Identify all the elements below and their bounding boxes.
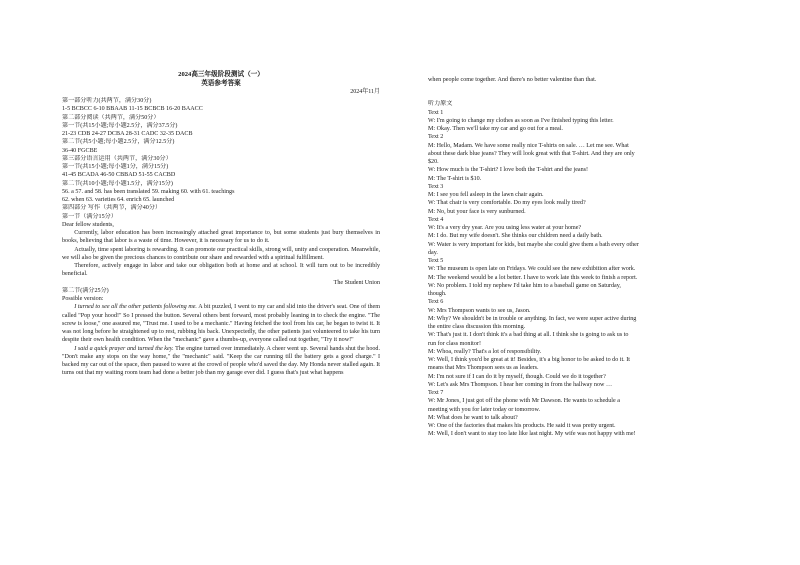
script-line: Text 1 [428, 109, 444, 116]
script-line: W: One of the factories that makes his products. He said it was pretty urgent. [428, 423, 616, 429]
script-line: M: I see you fell asleep in the lawn chair again. [428, 192, 544, 198]
document-subtitle: 英语参考答案 [201, 80, 241, 87]
script-line: M: No, but your face is very sunburned. [428, 208, 526, 215]
essay-signature: The Student Union [333, 279, 380, 286]
listening-script [428, 109, 748, 439]
script-line: about these dark blue jeans? They will look great with that T-shirt. And they are only [428, 150, 635, 157]
script-line: W: That chair is very comfortable. Do my eyes look really tired? [428, 200, 586, 207]
answer-line: 56. a 57. and 58. has been translated 59. making 60. with 61. teachings [62, 188, 235, 195]
script-line: M: Why? We shouldn't be in trouble or anything. In fact, we were super active during [428, 315, 637, 322]
script-line: W: Water is very important for kids, but maybe she could give them a bath every other [428, 241, 639, 248]
story-paragraph [62, 345, 380, 378]
script-line: Text 5 [428, 258, 444, 264]
essay-paragraph: Therefore, actively engage in labor and take our obligation both at home and at school. It will turn out to be incredibly beneficial. [62, 263, 380, 278]
story-text: The engine turned over immediately. A cheer went up. Several hands shut the hood. "Don't make any stops on the way home," the "mechanic" said. "Keep the car running till the battery gets a good charge." I backed my car out of the space, then paused to wave at the crowd of people who'd saved the day. My Honda never stalled again. It turns out that my waiting room team had done a better job than my garage ever did. I guess that's just what happens [62, 345, 380, 377]
script-line: W: How much is the T-shirt? I love both the T-shirt and the jeans! [428, 167, 589, 174]
script-line: W: Well, I think you'd be great at it! Besides, it's a big honor to be asked to do it. It [428, 357, 630, 363]
left-column [62, 70, 380, 378]
script-line: W: No problem. I told my nephew I'd take him to a baseball game on Saturday, [428, 282, 621, 289]
script-line: W: Mrs Thompson wants to see us, Jason. [428, 307, 531, 314]
answer-line: 第二节(共10小题;每小题1.5分，满分15分) [62, 180, 173, 187]
script-line: the entire class discussion this morning. [428, 324, 526, 330]
section-heading: 第二节(满分25分) [62, 287, 109, 294]
story-opening-sentence: I said a quick prayer and turned the key. [74, 345, 174, 352]
document-title: 2024高三年级阶段测试（一） [178, 71, 264, 78]
story-opening-sentence: I turned to see all the other patients following me. [74, 304, 197, 311]
script-line: Text 7 [428, 390, 444, 396]
answer-line: 41-45 BCADA 46-50 CBBAD 51-55 CACBD [62, 172, 176, 179]
answer-line: 36-40 FGCBE [62, 147, 98, 154]
story-text: A bit puzzled, I went to my car and slid into the driver's seat. One of them called "Pop your hood!" So I pressed the button. Several others bent forward, most probably leaning in to check the engine. "The screw is loose," one assured me, "Trust me. I used to be a mechanic." Having fetched the tool from his car, he began to twist it. It was not long before he straightened up to rest, rubbing his back. Unexpectedly, the other patients just volunteered to take his turn despite their own health condition. When the "mechanic" gave a thumbs-up, everyone called out together, "Try it now!" [62, 304, 380, 344]
script-line: Text 3 [428, 183, 444, 190]
script-line: W: Mr Jones, I just got off the phone with Mr Dawson. He wants to schedule a [428, 398, 620, 405]
answer-line: 第三部分语言运用（共两节，满分30分） [62, 155, 172, 162]
script-line: M: Whoa, really? That's a lot of responsibility. [428, 348, 542, 355]
script-line: M: Well, I don't want to stay too late like last night. My wife was not happy with me! [428, 431, 636, 438]
answer-key [62, 97, 380, 229]
script-line: W: It's a very dry year. Are you using less water at your home? [428, 225, 582, 231]
answer-line: Dear fellow students, [62, 221, 114, 228]
script-line: M: Hello, Madam. We have some really nice T-shirts on sale. … Let me see. What [428, 142, 629, 149]
script-line: W: I'm going to change my clothes as soon as I've finished typing this letter. [428, 117, 614, 124]
script-line: meeting with you for later today or tomorrow. [428, 406, 540, 413]
script-line: M: What does he want to talk about? [428, 414, 518, 421]
script-line: Text 2 [428, 134, 444, 141]
answer-line: 21-23 CDB 24-27 DCBA 28-31 CADC 32-35 DACB [62, 131, 193, 137]
script-line: M: The weekend would be a lot better. I have to work late this week to finish a report. [428, 274, 638, 281]
script-line: M: I'm not sure if I can do it by myself, though. Could we do it together? [428, 373, 606, 380]
script-line: W: The museum is open late on Fridays. We could see the new exhibition after work. [428, 266, 636, 273]
answer-line: 第一节（满分15分） [62, 213, 117, 220]
essay-paragraph: Currently, labor education has been increasingly attached great importance to, but some students just bury themselves in books, believing that labor is a waste of time. However, it is necessary for us to do it. [62, 230, 380, 245]
answer-line: 第四部分 写作（共两节，满分40分） [62, 205, 162, 212]
listening-script-heading: 听力原文 [428, 101, 453, 108]
answer-line: 1-5 BCBCC 6-10 BBAAB 11-15 BCBCB 16-20 BAACC [62, 106, 203, 113]
script-line: W: Let's ask Mrs Thompson. I hear her coming in from the hallway now … [428, 381, 613, 388]
story-paragraph [62, 303, 380, 344]
answer-line: 第二节(共5小题;每小题2.5分，满分12.5分) [62, 139, 175, 146]
answer-line: 第一节(共15小题;每小题2.5分，满分37.5分) [62, 122, 178, 129]
script-line: M: Okay. Then we'll take my car and go out for a meal. [428, 126, 563, 132]
possible-version-label: Possible version: [62, 296, 104, 302]
script-line: run for class monitor! [428, 340, 481, 347]
script-line: M: I do. But my wife doesn't. She thinks our children need a daily bath. [428, 233, 603, 240]
right-column [428, 76, 748, 439]
script-line: $20. [428, 159, 439, 165]
answer-line: 62. when 63. varieties 64. enrich 65. launched [62, 197, 175, 203]
script-line: M: The T-shirt is $10. [428, 175, 482, 182]
answer-line: 第一节(共15小题;每小题1分，满分15分) [62, 164, 169, 170]
essay-paragraph: Actually, time spent laboring is rewarding. It can promote our practical skills, strong will, unity and cooperation. Meanwhile, we will also be given the precious chances to contribute our share and rewarded with a spiritual fulfillment. [62, 246, 380, 261]
script-line: Text 4 [428, 216, 444, 223]
document-date: 2024年11月 [350, 89, 380, 95]
script-line: Text 6 [428, 299, 444, 306]
script-line: means that Mrs Thompson sees us as leaders. [428, 365, 539, 372]
script-line: day. [428, 249, 438, 256]
story-continuation: when people come together. And there's no better valentine than that. [428, 77, 597, 83]
script-line: though. [428, 291, 447, 297]
answer-line: 第二部分阅读（共两节，满分50分） [62, 114, 160, 121]
answer-line: 第一部分听力(共两节，满分30分) [62, 98, 152, 104]
script-line: W: That's just it. I don't think it's a bad thing at all. I think she is going to ask us to [428, 332, 629, 339]
